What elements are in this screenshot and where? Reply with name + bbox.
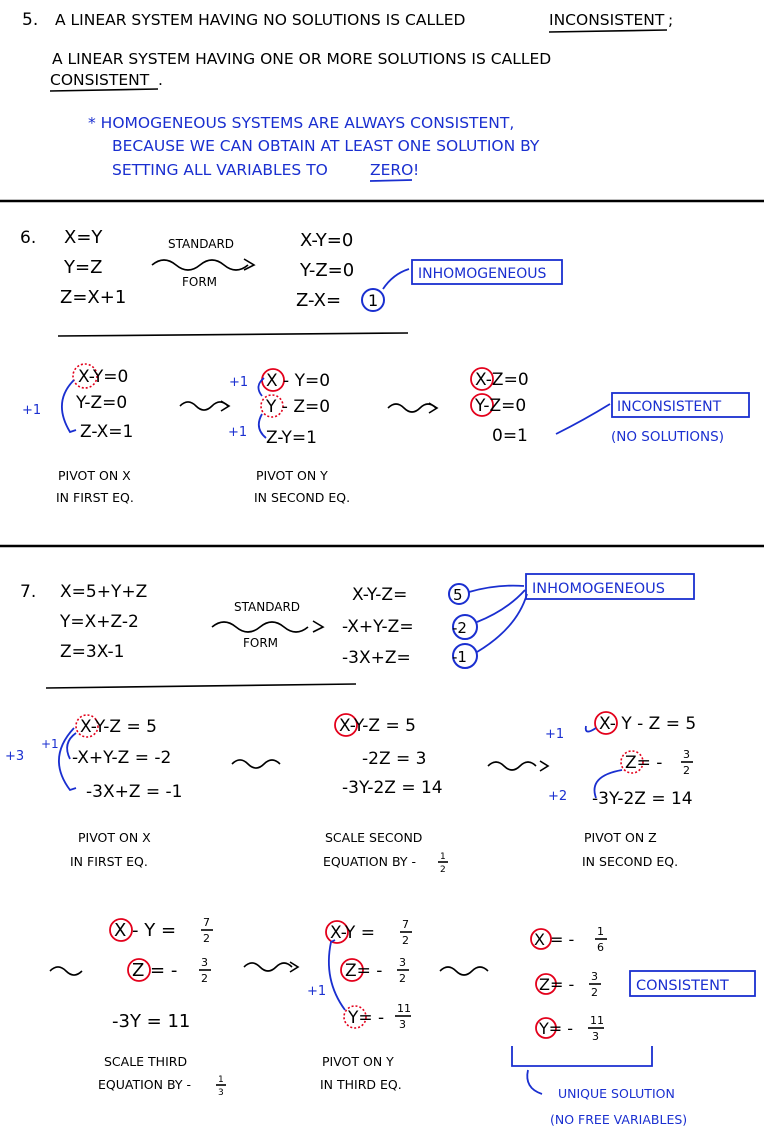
s7-d-frac-num: 1 bbox=[218, 1075, 224, 1085]
s7-d-eq-3: -3Y = 11 bbox=[112, 1011, 191, 1032]
note-homogeneous-line-2: BECAUSE WE CAN OBTAIN AT LEAST ONE SOLUTION BY bbox=[112, 137, 540, 155]
s6-inhomogeneous-label: INHOMOGENEOUS bbox=[418, 266, 547, 282]
s6-a-caption-1: PIVOT ON X bbox=[58, 468, 131, 483]
s7-d2-frac-num: 3 bbox=[201, 956, 208, 969]
s6-std-eq-2: Y-Z=0 bbox=[300, 260, 355, 281]
s7-h3-frac-den: 3 bbox=[592, 1030, 599, 1043]
note-homogeneous-line-3: SETTING ALL VARIABLES TO bbox=[112, 161, 328, 179]
s7-g-eq-2: Z= - bbox=[345, 961, 383, 981]
s7-squiggle-dg bbox=[244, 963, 292, 971]
s6-b-op-1: +1 bbox=[229, 375, 249, 390]
s7-callout-arrow-3 bbox=[477, 594, 527, 652]
s7-d-eq-1: X - Y = bbox=[114, 920, 177, 941]
s6-b-caption-2: IN SECOND EQ. bbox=[254, 490, 351, 505]
s6-arrowhead-bc bbox=[429, 403, 437, 413]
s7-c-caption-1: PIVOT ON Z bbox=[584, 830, 657, 845]
s7-h3-frac-num: 11 bbox=[590, 1014, 604, 1027]
s7-b-frac-num: 1 bbox=[440, 852, 446, 862]
s7-g-caption-1: PIVOT ON Y bbox=[322, 1054, 394, 1069]
s7-a-eq-3: -3X+Z = -1 bbox=[86, 782, 183, 802]
s6-std-eq-1: X-Y=0 bbox=[300, 230, 354, 251]
s6-eq-3: Z=X+1 bbox=[60, 287, 127, 308]
s7-squiggle-ab bbox=[232, 760, 280, 768]
s7-b-eq-3: -3Y-2Z = 14 bbox=[342, 778, 443, 798]
s6-b-eq-2: Y - Z=0 bbox=[266, 397, 331, 417]
s7-c-caption-2: IN SECOND EQ. bbox=[582, 854, 679, 869]
section-6 bbox=[20, 227, 749, 505]
s7-h2-frac-den: 2 bbox=[591, 986, 598, 999]
s7-g3-frac-num: 11 bbox=[397, 1002, 411, 1015]
s7-callout-arrow-1 bbox=[469, 586, 524, 592]
s7-d-caption-1: SCALE THIRD bbox=[104, 1054, 188, 1069]
s7-unique-arrow bbox=[527, 1070, 542, 1094]
s6-arrowhead bbox=[244, 259, 254, 270]
term-zero: ZERO bbox=[370, 161, 414, 179]
s7-inhomogeneous-label: INHOMOGENEOUS bbox=[532, 581, 665, 597]
s7-b-caption-2: EQUATION BY - bbox=[323, 854, 416, 869]
section-5-line-1: A LINEAR SYSTEM HAVING NO SOLUTIONS IS CALLED bbox=[55, 11, 466, 29]
s7-arrowhead bbox=[313, 621, 323, 632]
s6-arrowhead-ab bbox=[221, 401, 229, 411]
s7-d1-frac-den: 2 bbox=[203, 932, 210, 945]
s7-g1-frac-den: 2 bbox=[402, 934, 409, 947]
section-6-number: 6. bbox=[20, 228, 37, 248]
s7-solution-bracket bbox=[512, 1046, 652, 1066]
s7-a-eq-2: -X+Y-Z = -2 bbox=[72, 748, 172, 768]
s6-c-eq-3: 0=1 bbox=[492, 426, 528, 446]
s6-c-eq-1: X-Z=0 bbox=[475, 370, 529, 390]
s6-rhs-value: 1 bbox=[368, 291, 379, 310]
s7-std-eq-2: -X+Y-Z= bbox=[342, 617, 414, 637]
s7-a-op-1: +3 bbox=[5, 749, 25, 764]
s7-c-frac-num: 3 bbox=[683, 748, 690, 761]
s7-separator bbox=[46, 684, 356, 688]
s7-c-op-arrow-1 bbox=[586, 726, 596, 732]
s7-b-caption-1: SCALE SECOND bbox=[325, 830, 423, 845]
s6-standard-label: STANDARD bbox=[168, 237, 235, 251]
s7-eq-1: X=5+Y+Z bbox=[60, 582, 148, 602]
s7-d-eq-2: Z = - bbox=[132, 960, 178, 981]
s6-separator bbox=[58, 333, 408, 336]
section-5-number: 5. bbox=[22, 10, 39, 30]
s6-callout-arrow bbox=[383, 269, 409, 289]
section-5-period: . bbox=[158, 71, 163, 89]
s7-no-free-variables: (NO FREE VARIABLES) bbox=[550, 1112, 688, 1127]
s7-g2-frac-den: 2 bbox=[399, 972, 406, 985]
s7-g-eq-1: X-Y = bbox=[330, 923, 375, 943]
s7-squiggle-arrow bbox=[212, 622, 308, 632]
section-5 bbox=[22, 10, 673, 181]
s7-std-eq-3: -3X+Z= bbox=[342, 648, 411, 668]
s6-form-label: FORM bbox=[182, 275, 218, 289]
term-consistent: CONSISTENT bbox=[50, 71, 150, 89]
s7-eq-3: Z=3X-1 bbox=[60, 642, 125, 662]
s7-squiggle-bc bbox=[488, 762, 536, 770]
section-7-number: 7. bbox=[20, 582, 37, 602]
s7-b-frac-den: 2 bbox=[440, 865, 446, 875]
s7-d-frac-den: 3 bbox=[218, 1088, 224, 1098]
s6-a-op-arrow bbox=[62, 380, 76, 432]
s7-arrowhead-bc bbox=[540, 761, 548, 771]
s7-a-caption-1: PIVOT ON X bbox=[78, 830, 151, 845]
s7-c-op-1: +1 bbox=[545, 727, 565, 742]
s7-squiggle-gh bbox=[440, 967, 488, 975]
s6-a-op: +1 bbox=[22, 403, 42, 418]
s7-b-eq-1: X-Y-Z = 5 bbox=[339, 716, 416, 736]
section-7 bbox=[5, 574, 755, 1127]
s7-form-label: FORM bbox=[243, 636, 279, 650]
s7-a-caption-2: IN FIRST EQ. bbox=[70, 854, 148, 869]
s6-b-op-arrow-2 bbox=[259, 414, 266, 438]
section-5-line-2: A LINEAR SYSTEM HAVING ONE OR MORE SOLUTIONS IS CALLED bbox=[52, 50, 552, 68]
s7-g-caption-2: IN THIRD EQ. bbox=[320, 1077, 402, 1092]
s7-h1-frac-den: 6 bbox=[597, 941, 604, 954]
s7-c-eq-1: X- Y - Z = 5 bbox=[599, 714, 697, 734]
s7-rhs-3: -1 bbox=[452, 648, 467, 666]
s6-b-eq-3: Z-Y=1 bbox=[266, 428, 317, 448]
s7-g1-frac-num: 7 bbox=[402, 918, 409, 931]
s6-squiggle-bc bbox=[388, 404, 436, 412]
s7-a-op-2: +1 bbox=[41, 737, 59, 751]
s6-c-eq-2: Y-Z=0 bbox=[475, 396, 527, 416]
s7-h-eq-3: Y= - bbox=[539, 1019, 574, 1038]
s7-g-eq-3: Y= - bbox=[348, 1008, 385, 1028]
s7-h2-frac-num: 3 bbox=[591, 970, 598, 983]
s7-g-op: +1 bbox=[307, 984, 327, 999]
s7-unique-solution: UNIQUE SOLUTION bbox=[558, 1086, 675, 1101]
s6-a-eq-3: Z-X=1 bbox=[80, 422, 134, 442]
s7-rhs-1: 5 bbox=[453, 586, 463, 604]
note-exclamation: ! bbox=[413, 161, 420, 179]
s6-a-eq-2: Y-Z=0 bbox=[76, 393, 128, 413]
s7-c-eq-2: Z= - bbox=[625, 753, 663, 773]
s6-eq-2: Y=Z bbox=[64, 257, 103, 278]
s7-c-op-2: +2 bbox=[548, 789, 568, 804]
s7-b-eq-2: -2Z = 3 bbox=[362, 749, 427, 769]
s6-squiggle-arrow bbox=[152, 260, 248, 270]
s7-h-eq-1: X = - bbox=[534, 930, 575, 949]
s7-std-eq-1: X-Y-Z= bbox=[352, 585, 408, 605]
s7-consistent-label: CONSISTENT bbox=[636, 978, 729, 994]
term-inconsistent: INCONSISTENT bbox=[549, 11, 665, 29]
s7-d2-frac-den: 2 bbox=[201, 972, 208, 985]
s6-b-caption-1: PIVOT ON Y bbox=[256, 468, 328, 483]
s7-c-eq-3: -3Y-2Z = 14 bbox=[592, 789, 693, 809]
s7-standard-label: STANDARD bbox=[234, 600, 301, 614]
s6-eq-1: X=Y bbox=[64, 227, 103, 248]
s7-g3-frac-den: 3 bbox=[399, 1018, 406, 1031]
s7-rhs-2: -2 bbox=[452, 619, 467, 637]
s6-b-op-2: +1 bbox=[228, 425, 248, 440]
s6-inconsistent-label: INCONSISTENT bbox=[617, 399, 722, 415]
s6-b-eq-1: X - Y=0 bbox=[266, 371, 331, 391]
underline-inconsistent bbox=[549, 30, 667, 32]
s6-no-solutions-label: (NO SOLUTIONS) bbox=[611, 429, 724, 445]
s7-c-frac-den: 2 bbox=[683, 764, 690, 777]
s7-d-caption-2: EQUATION BY - bbox=[98, 1077, 191, 1092]
s6-incons-arrow bbox=[556, 404, 610, 434]
s6-a-eq-1: X-Y=0 bbox=[78, 367, 129, 387]
s7-g2-frac-num: 3 bbox=[399, 956, 406, 969]
s7-squiggle-cd bbox=[50, 967, 82, 975]
s7-h1-frac-num: 1 bbox=[597, 925, 604, 938]
note-homogeneous-line-1: * HOMOGENEOUS SYSTEMS ARE ALWAYS CONSISTENT, bbox=[88, 114, 515, 132]
underline-zero bbox=[370, 180, 412, 181]
s7-h-eq-2: Z= - bbox=[539, 975, 575, 994]
s7-a-eq-1: X-Y-Z = 5 bbox=[80, 717, 157, 737]
s7-callout-arrow-2 bbox=[477, 590, 525, 622]
s6-squiggle-ab bbox=[180, 402, 228, 410]
s7-eq-2: Y=X+Z-2 bbox=[60, 612, 139, 632]
s6-a-caption-2: IN FIRST EQ. bbox=[56, 490, 134, 505]
section-5-semicolon: ; bbox=[668, 11, 674, 29]
s6-std-eq-3: Z-X= bbox=[296, 290, 342, 311]
s7-d1-frac-num: 7 bbox=[203, 916, 210, 929]
s6-b-op-arrow-1 bbox=[258, 378, 264, 396]
underline-consistent bbox=[50, 89, 158, 91]
